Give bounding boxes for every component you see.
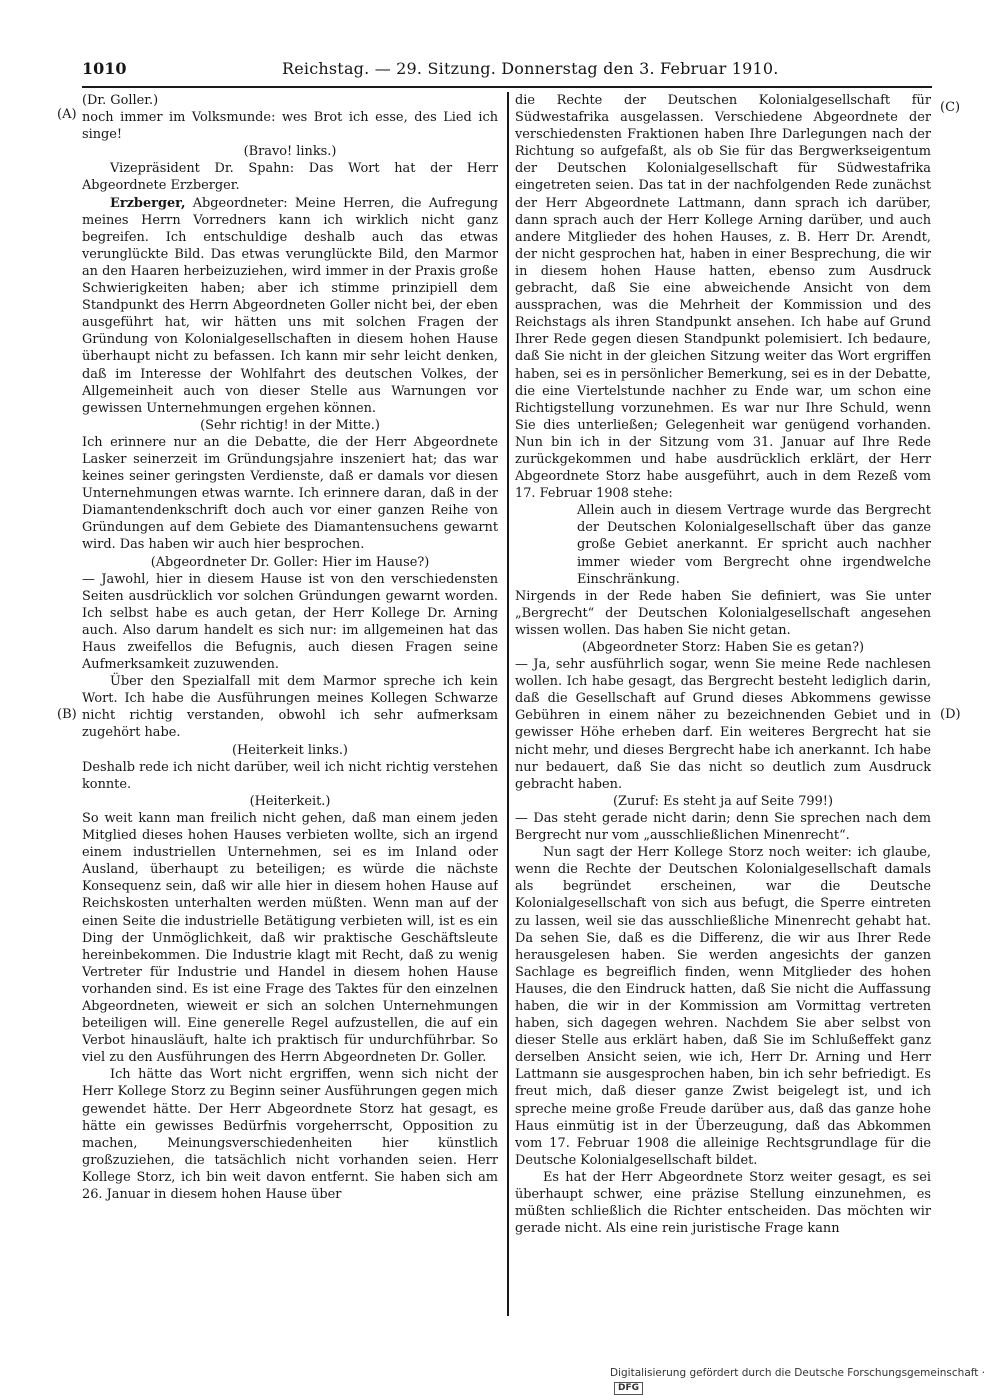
margin-letter-a: (A): [57, 107, 77, 122]
speaker-name: Erzberger,: [110, 195, 186, 211]
paragraph: [515, 656, 931, 793]
paragraph: [82, 109, 498, 143]
paragraph-text: die Rechte der Deutschen Kolonialgesellschaft für Südwestafrika ausgelassen. Verschiedene Abgeordnete der verschiedensten Fraktionen haben Ihre Darlegungen nach der Richtung so aufgefaßt, als ob Sie für das Bergwerkseigentum der Deutschen Kolonialgesellschaft für Südwestafrika eingetreten seien. Das tat in der nachfolgenden Rede zunächst der Herr Abgeordnete Lattmann, dann sprach ich darüber, dann sprach auch der Herr Kollege Arning darüber, und auch andere Mitglieder des hohen Hauses, z. B. Herr Dr. Arendt, der nicht gesprochen hat, haben in einer Besprechung, die wir in diesem hohen Hause hatten, ebenso zum Ausdruck gebracht, daß Sie eine abweichende Ansicht von dem aussprachen, was die Mehrheit der Kommission und des Reichstags als ihren Standpunkt ansehen. Ich habe auf Grund Ihrer Rede gegen diesen Standpunkt polemisiert. Ich bedaure, daß Sie nicht in der gleichen Sitzung weiter das Wort ergriffen haben, sei es in persönlicher Bemerkung, sei es in der Debatte, die eine Viertelstunde nachher zu Ende war, um schon eine Richtigstellung vorzunehmen. Es war nur Ihre Schuld, wenn Sie dies unterließen; Gelegenheit war genügend vorhanden. Nun bin ich in der Sitzung vom 31. Januar auf Ihre Rede zurückgekommen und habe ausdrücklich erklärt, der Herr Abgeordnete Storz habe ausgeführt, auch in dem Rezeß vom 17. Februar 1908 stehe:: [515, 93, 931, 502]
paragraph-text: noch immer im Volksmunde: wes Brot ich esse, des Lied ich singe!: [82, 110, 498, 143]
footer-text: Digitalisierung gefördert durch die Deutsche Forschungsgemeinschaft ·: [610, 1367, 986, 1379]
paragraph-text: Abgeordneter: Meine Herren, die Aufregung meines Herrn Vorredners kann ich wirklich nicht ganz begreifen. Ich entschuldige deshalb auch das etwas verunglückte Bild. Das etwas verunglückte Bild, den Marmor an den Haaren herbeizuziehen, wird immer in der Praxis große Schwierigkeiten haben; aber ich stimme prinzipiell dem Standpunkt des Herrn Abgeordneten Goller nicht bei, der eben ausgeführt hat, wir hätten uns mit solchen Fragen der Gründung von Kolonialgesellschaften in diesem hohen Hause überhaupt nicht zu befassen. Ich kann mir sehr leicht denken, daß im Interesse der Wohlfahrt des deutschen Volkes, der Allgemeinheit auch von dieser Stelle aus Warnungen vor gewissen Unternehmungen ergehen können.: [82, 195, 498, 416]
header-rule: [82, 86, 932, 88]
paragraph: [82, 92, 498, 109]
footer-credit: [610, 1366, 990, 1393]
paragraph: [577, 502, 931, 587]
paragraph-text: — Ja, sehr ausführlich sogar, wenn Sie meine Rede nachlesen wollen. Ich habe gesagt, das Bergrecht besteht lediglich darin, daß die Gesellschaft auf Grund dieses Abkommens gewisse Gebühren in einem näher zu bezeichnenden Gebiet und in gewisser Höhe erheben darf. Ein weiteres Bergrecht hat sie nicht mehr, und dieses Bergrecht habe ich anerkannt. Ich habe nur bedauert, daß Sie das nicht so deutlich zum Ausdruck gebracht haben.: [515, 657, 931, 792]
paragraph: [82, 143, 498, 160]
paragraph: [82, 1066, 498, 1203]
paragraph: [515, 588, 931, 639]
paragraph: [515, 1169, 931, 1237]
paragraph: [515, 92, 931, 502]
paragraph-text: Nun sagt der Herr Kollege Storz noch weiter: ich glaube, wenn die Rechte der Deutschen Kolonialgesellschaft damals als begründet erscheinen, war die Deutsche Kolonialgesellschaft von sich aus befugt, die Sperre eintreten zu lassen, weil sie das ausschließliche Minenrecht gehabt hat. Da sehen Sie, daß es die Differenz, die wir aus Ihrer Rede herausgelesen haben. Sie werden angesichts der ganzen Sachlage es begreiflich finden, wenn Mitglieder des hohen Hauses, die den Eindruck hatten, daß Sie nicht die Auffassung haben, die wir in der Kommission am Vormittag vertreten haben, sich dagegen wehren. Nachdem Sie aber selbst von dieser Stelle aus erklärt haben, daß Sie im Schlußeffekt ganz derselben Ansicht seien, wie ich, Herr Dr. Arning und Herr Lattmann sie ausgesprochen haben, bin ich sehr befriedigt. Es freut mich, daß dieser ganze Zwist beigelegt ist, und ich spreche meine große Freude darüber aus, daß das ganze hohe Haus einmütig ist in der Überzeugung, daß das Abkommen vom 17. Februar 1908 die alleinige Rechtsgrundlage für die Deutsche Kolonialgesellschaft bildet.: [515, 845, 931, 1168]
paragraph-text: Über den Spezialfall mit dem Marmor spreche ich kein Wort. Ich habe die Ausführungen meines Kollegen Schwarze nicht richtig verstanden, obwohl ich sehr aufmerksam zugehört habe.: [82, 674, 498, 741]
paragraph: [515, 793, 931, 810]
dfg-logo: DFG: [614, 1382, 643, 1395]
paragraph: [82, 673, 498, 741]
column-divider: [507, 92, 509, 1316]
paragraph: [82, 793, 498, 810]
margin-letter-b: (B): [57, 707, 77, 722]
margin-letter-c: (C): [940, 100, 961, 115]
paragraph: [82, 195, 498, 417]
paragraph-text: Allein auch in diesem Vertrage wurde das Bergrecht der Deutschen Kolonialgesellschaft über das ganze große Gebiet anerkannt. Er spricht auch nachher immer wieder vom Bergrecht ohne irgendwelche Einschränkung.: [577, 503, 931, 587]
paragraph: [515, 639, 931, 656]
paragraph: [82, 434, 498, 554]
paragraph: [82, 571, 498, 674]
paragraph: [82, 759, 498, 793]
running-head: Reichstag. — 29. Sitzung. Donnerstag den 3. Februar 1910.: [282, 59, 779, 78]
paragraph-text: Ich hätte das Wort nicht ergriffen, wenn sich nicht der Herr Kollege Storz zu Beginn seiner Ausführungen gegen mich gewendet hätte. Der Herr Abgeordnete Storz hat gesagt, es hätte ein gewisses Bedürfnis vorgeherrscht, Opposition zu machen, Meinungsverschiedenheiten hier künstlich großzuziehen, die tatsächlich nicht vorhanden seien. Herr Kollege Storz, ich bin weit davon entfernt. Sie haben sich am 26. Januar in diesem hohen Hause über: [82, 1067, 498, 1202]
margin-letter-d: (D): [940, 707, 961, 722]
paragraph-text: Nirgends in der Rede haben Sie definiert, was Sie unter „Bergrecht“ der Deutschen Kolonialgesellschaft angesehen wissen wollen. Das haben Sie nicht getan.: [515, 588, 931, 638]
paragraph-text: (Bravo! links.): [243, 144, 337, 160]
paragraph: [515, 844, 931, 1169]
paragraph: [82, 742, 498, 759]
paragraph: [82, 160, 498, 194]
paragraph-text: — Jawohl, hier in diesem Hause ist von den verschiedensten Seiten ausdrücklich vor solchen Gründungen gewarnt worden. Ich selbst habe es auch getan, der Herr Kollege Dr. Arning auch. Also darum handelt es sich nur: im allgemeinen hat das Haus zweifellos die Befugnis, auch diesen Fragen seine Aufmerksamkeit zuzuwenden.: [82, 571, 498, 673]
paragraph: [82, 554, 498, 571]
paragraph-text: Deshalb rede ich nicht darüber, weil ich nicht richtig verstehen konnte.: [82, 759, 498, 792]
paragraph-text: (Zuruf: Es steht ja auf Seite 799!): [612, 793, 834, 809]
paragraph: [82, 417, 498, 434]
page-number: 1010: [82, 59, 127, 78]
paragraph-text: Es hat der Herr Abgeordnete Storz weiter gesagt, es sei überhaupt schwer, eine präzise Stellung einzunehmen, es müßten schließlich die Richter entscheiden. Das möchten wir gerade nicht. Als eine rein juristische Frage kann: [515, 1169, 931, 1237]
paragraph-text: Vizepräsident Dr. Spahn: Das Wort hat der Herr Abgeordnete Erzberger.: [82, 161, 498, 194]
paragraph-text: (Heiterkeit links.): [232, 742, 348, 758]
right-column: [515, 92, 931, 1318]
paragraph-text: (Abgeordneter Dr. Goller: Hier im Hause?): [150, 554, 430, 570]
paragraph-text: So weit kann man freilich nicht gehen, daß man einem jeden Mitglied dieses hohen Hauses verbieten wollte, sich an irgend einem industriellen Unternehmen, sei es im Inland oder Ausland, überhaupt zu beteiligen; es würde die nächste Konsequenz sein, daß wir alle hier in diesem hohen Hause auf Reichskosten unterhalten werden müßten. Wenn man auf der einen Seite die industrielle Betätigung verbieten will, ist es ein Ding der Unmöglichkeit, daß wir praktische Geschäftsleute hereinbekommen. Die Industrie klagt mit Recht, daß zu wenig Vertreter für Industrie und Handel in diesem hohen Hause vorhanden sind. Es ist eine Frage des Taktes für den einzelnen Abgeordneten, wieweit er sich an solchen Unternehmungen beteiligen will. Eine generelle Regel aufzustellen, die auf ein Verbot hinausläuft, halte ich praktisch für undurchführbar. So viel zu den Ausführungen des Herrn Abgeordneten Dr. Goller.: [82, 810, 498, 1066]
page-header: [82, 56, 932, 82]
paragraph-text: (Abgeordneter Storz: Haben Sie es getan?): [581, 640, 865, 655]
paragraph-text: (Dr. Goller.): [82, 93, 159, 108]
paragraph-text: (Sehr richtig! in der Mitte.): [200, 417, 380, 433]
paragraph: [515, 810, 931, 844]
left-column: [82, 92, 498, 1318]
paragraph-text: Ich erinnere nur an die Debatte, die der Herr Abgeordnete Lasker seinerzeit im Gründungsjahre inszeniert hat; das war keines seiner geringsten Verdienste, daß er damals vor diesen Unternehmungen etwas warnte. Ich erinnere daran, daß in der Diamantendenkschrift doch auch vor einer ganzen Reihe von Gründungen auf dem Gebiete des Diamantensuchens gewarnt wird. Das haben wir auch hier besprochen.: [82, 434, 498, 553]
paragraph-text: (Heiterkeit.): [249, 793, 331, 809]
paragraph: [82, 810, 498, 1066]
paragraph-text: — Das steht gerade nicht darin; denn Sie sprechen nach dem Bergrecht nur vom „ausschließlichen Minenrecht“.: [515, 810, 931, 844]
